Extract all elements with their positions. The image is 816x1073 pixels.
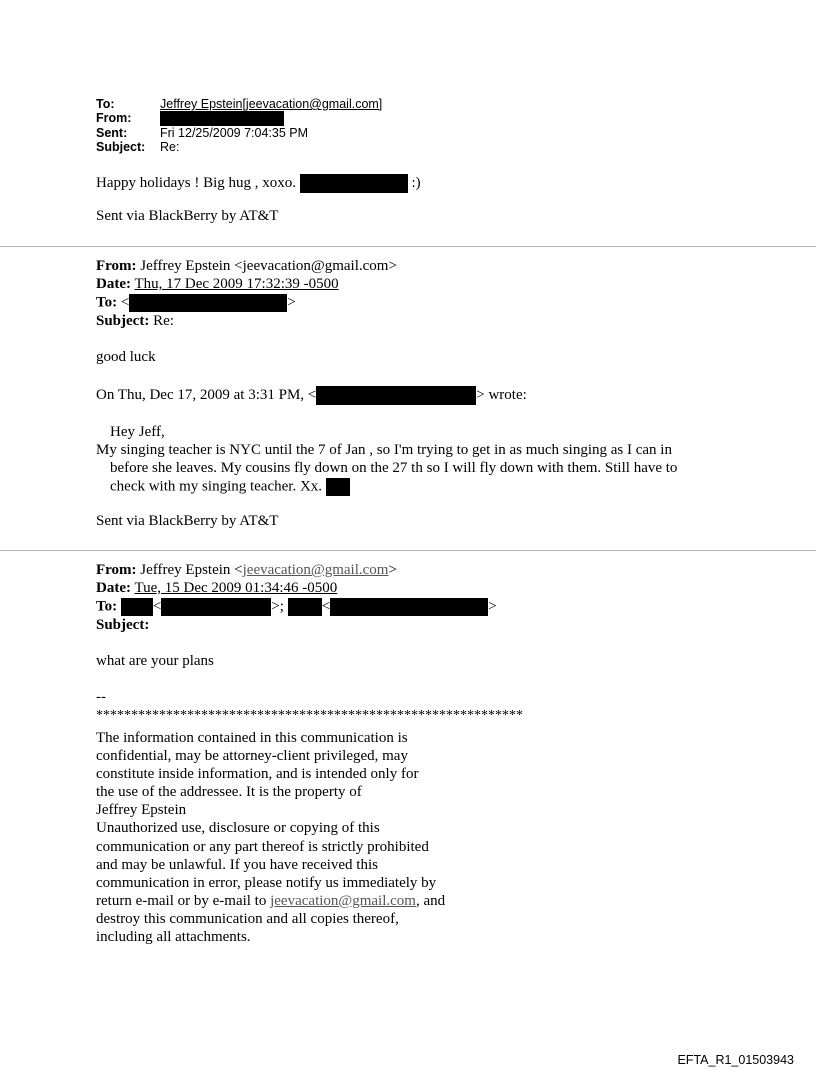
message2-date-row <box>96 276 339 293</box>
disclaimer-line: including all attachments. <box>96 929 251 946</box>
disclaimer-line: and may be unlawful. If you have received this <box>96 856 378 873</box>
message1-to-row <box>96 97 382 111</box>
email-link[interactable]: jeevacation@gmail.com <box>242 562 389 578</box>
message3-from-row: From: Jeffrey Epstein <jeevacation@gmail.com> <box>96 562 397 578</box>
redaction-box <box>326 478 350 496</box>
subject-label: Subject: <box>96 140 146 155</box>
redaction-box <box>161 598 271 616</box>
subject-value: Re: <box>153 313 174 329</box>
disclaimer-line: destroy this communication and all copies thereof, <box>96 910 399 927</box>
message3-subject-row <box>96 617 149 634</box>
document-id: EFTA_R1_01503943 <box>677 1053 794 1067</box>
to-label: To: <box>96 598 118 615</box>
sent-label: Sent: <box>96 126 128 141</box>
disclaimer-line: return e-mail or by e-mail to jeevacation@gmail.com, and <box>96 892 446 909</box>
date-label: Date: <box>96 580 131 596</box>
to-value[interactable]: Jeffrey Epstein[jeevacation@gmail.com] <box>160 97 383 111</box>
redaction-box <box>121 598 153 616</box>
email-link[interactable]: jeevacation@gmail.com <box>270 892 416 909</box>
quote-line: My singing teacher is NYC until the 7 of Jan , so I'm trying to get in as much singing as I can in <box>96 442 672 458</box>
redaction-box <box>316 386 476 405</box>
message1-signature: Sent via BlackBerry by AT&T <box>96 208 279 224</box>
signature-stars: ************************************************************* <box>96 708 523 723</box>
disclaimer-line: communication or any part thereof is strictly prohibited <box>96 838 429 855</box>
sent-value: Fri 12/25/2009 7:04:35 PM <box>160 126 309 141</box>
divider <box>0 550 816 551</box>
signature-dashes: -- <box>96 689 106 705</box>
message2-subject-row <box>96 313 174 330</box>
divider <box>0 246 816 247</box>
date-value: Thu, 17 Dec 2009 17:32:39 -0500 <box>134 276 339 292</box>
from-value: Jeffrey Epstein <jeevacation@gmail.com> <box>140 258 397 274</box>
message1-sent-row <box>96 126 382 140</box>
quote-line: before she leaves. My cousins fly down on the 27 th so I will fly down with them. Still have to <box>110 460 678 476</box>
message1-header <box>96 97 382 154</box>
message1-body: Happy holidays ! Big hug , xoxo. :) <box>96 174 421 193</box>
subject-label: Subject: <box>96 313 150 329</box>
disclaimer-line: the use of the addressee. It is the property of <box>96 784 362 801</box>
redaction-box <box>160 111 284 126</box>
from-label: From: <box>96 258 137 274</box>
subject-value: Re: <box>160 140 180 155</box>
date-label: Date: <box>96 276 131 292</box>
quote-line: check with my singing teacher. Xx. <box>110 478 350 496</box>
disclaimer-line: Unauthorized use, disclosure or copying of this <box>96 820 380 837</box>
to-label: To: <box>96 97 115 111</box>
message2-body: good luck <box>96 349 156 365</box>
message2-signature: Sent via BlackBerry by AT&T <box>96 513 279 529</box>
disclaimer-line: constitute inside information, and is intended only for <box>96 766 419 783</box>
subject-label: Subject: <box>96 617 150 633</box>
disclaimer-line: The information contained in this communication is <box>96 730 408 746</box>
to-label: To: <box>96 294 118 311</box>
redaction-box <box>300 174 408 193</box>
message3-to-row: To: < >; < > <box>96 598 497 615</box>
disclaimer-line: Jeffrey Epstein <box>96 802 187 819</box>
disclaimer-line: communication in error, please notify us immediately by <box>96 874 437 891</box>
disclaimer-line: confidential, may be attorney-client privileged, may <box>96 748 408 765</box>
message3-body: what are your plans <box>96 653 214 669</box>
redaction-box <box>288 598 322 616</box>
message2-from-row <box>96 258 397 275</box>
message2-to-row: To: < > <box>96 294 296 311</box>
from-label: From: <box>96 111 132 125</box>
date-value: Tue, 15 Dec 2009 01:34:46 -0500 <box>134 580 338 596</box>
disclaimer <box>96 729 445 946</box>
quote-line: Hey Jeff, <box>110 424 165 440</box>
quote-intro: On Thu, Dec 17, 2009 at 3:31 PM, < > wrote: <box>96 386 527 405</box>
message3-date-row <box>96 580 337 597</box>
message1-subject-row <box>96 140 382 154</box>
message1-from-row <box>96 111 382 126</box>
redaction-box <box>330 598 488 616</box>
redaction-box <box>129 294 287 312</box>
from-label: From: <box>96 562 137 578</box>
